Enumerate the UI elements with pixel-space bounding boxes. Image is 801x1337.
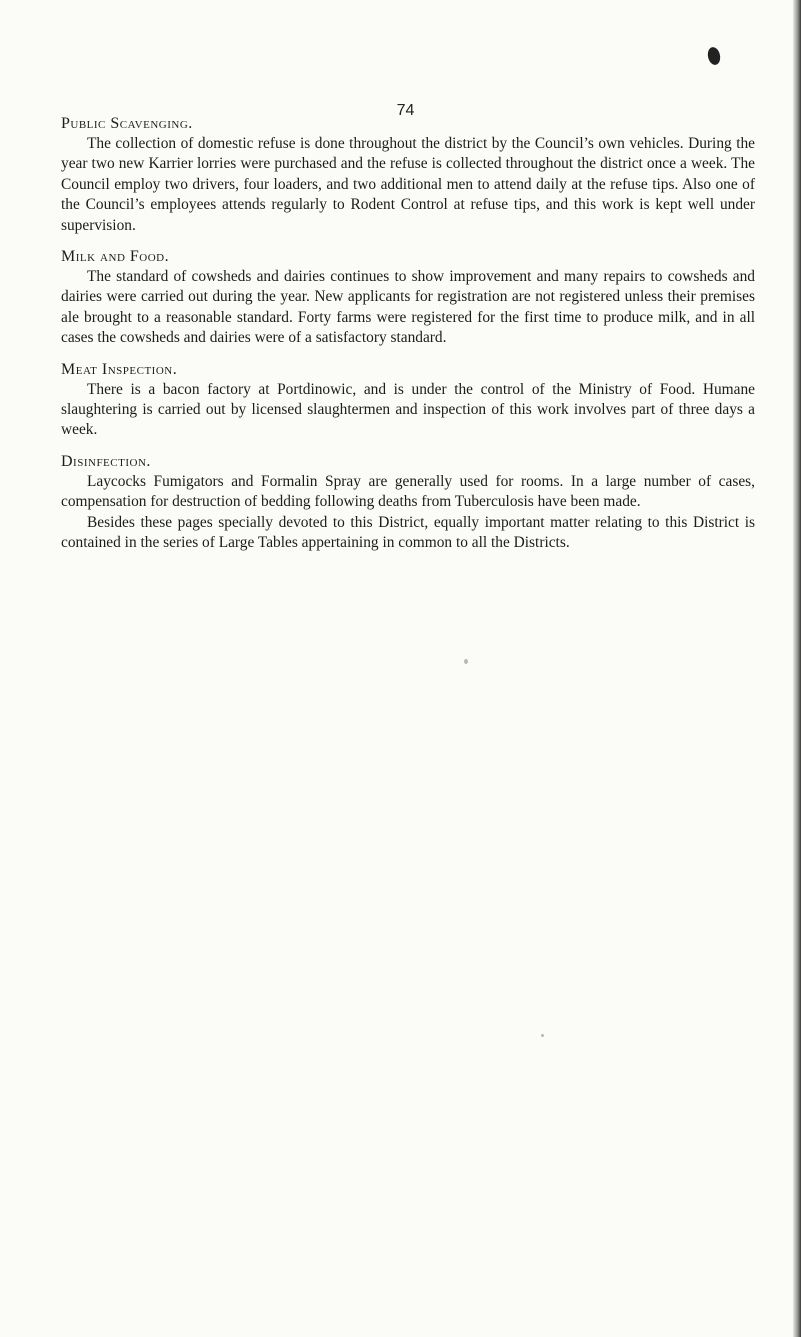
page-edge-shadow	[793, 0, 801, 1337]
section-public-scavenging	[61, 115, 755, 236]
punch-hole-mark	[706, 46, 721, 66]
paper-speck	[464, 659, 468, 664]
section-milk-and-food	[61, 248, 755, 349]
section-paragraph: There is a bacon factory at Portdinowic, and is under the control of the Ministry of Food. Humane slaughtering is carried out by licensed slaughtermen and inspection of this work involves part of three days a week.	[61, 380, 755, 439]
section-meat-inspection	[61, 361, 755, 441]
section-paragraph: The collection of domestic refuse is done throughout the district by the Council’s own vehicles. During the year two new Karrier lorries were purchased and the refuse is collected throughout the district once a week. The Council employ two drivers, four loaders, and two additional men to attend daily at the refuse tips. Also one of the Council’s employees attends regularly to Rodent Control at refuse tips, and this work is kept well under supervision.	[61, 135, 755, 234]
section-heading: Meat Inspection.	[61, 360, 178, 378]
section-disinfection	[61, 453, 755, 554]
page-number: 74	[396, 102, 415, 119]
section-heading: Disinfection.	[61, 452, 151, 470]
section-paragraph: Besides these pages specially devoted to this District, equally important matter relating to this District is contained in the series of Large Tables appertaining in common to all the Districts.	[61, 513, 755, 552]
section-heading: Milk and Food.	[61, 248, 170, 266]
paper-speck	[541, 1034, 544, 1037]
section-heading: Public Scavenging.	[61, 115, 193, 132]
section-paragraph: The standard of cowsheds and dairies continues to show improvement and many repairs to cowsheds and dairies were carried out during the year. New applicants for registration are not registered unless their premises ale brought to a reasonable standard. Forty farms were registered for the first time to produce milk, and in all cases the cowsheds and dairies were of a satisfactory standard.	[61, 268, 755, 347]
document-body	[61, 115, 755, 566]
section-paragraph: Laycocks Fumigators and Formalin Spray are generally used for rooms. In a large number of cases, compensation for destruction of bedding following deaths from Tuberculosis have been made.	[61, 472, 755, 511]
